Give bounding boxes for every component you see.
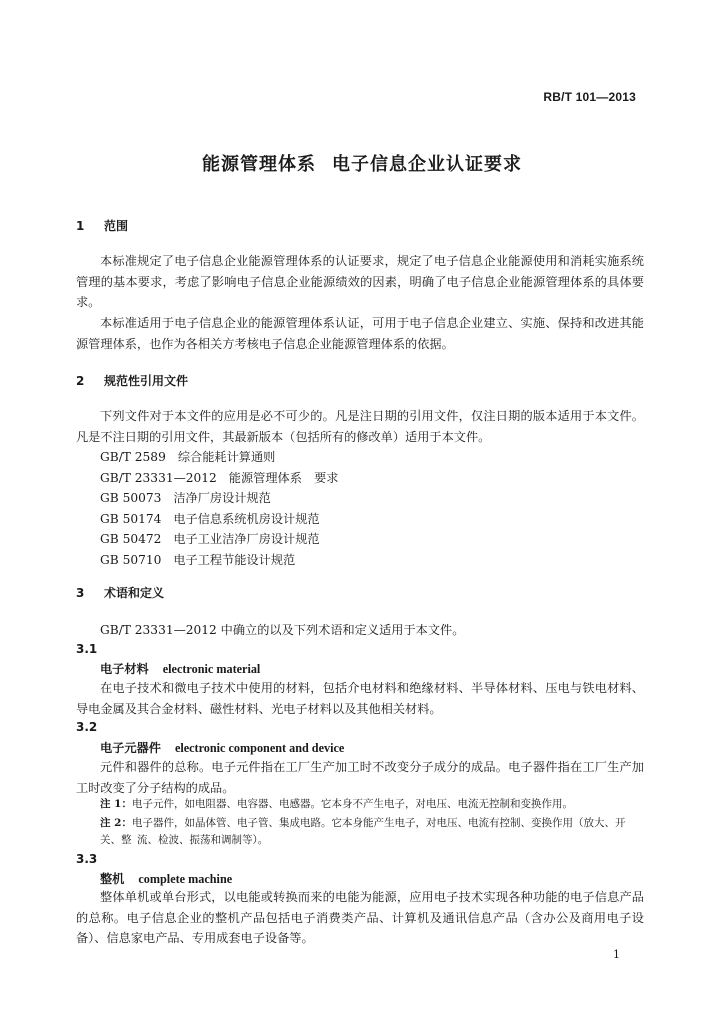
section-2-heading: 2 规范性引用文件	[76, 374, 189, 388]
term-definition: 元件和器件的总称。电子元件指在工厂生产加工时不改变分子成分的成品。电子器件指在工厂生产加工时改变了分子结构的成品。	[76, 760, 644, 795]
clause-number: 3.1	[76, 642, 98, 656]
standard-number: RB/T 101—2013	[543, 90, 636, 104]
section-3-intro: GB/T 23331—2012 中确立的以及下列术语和定义适用于本文件。	[100, 623, 465, 637]
section-2-intro: 下列文件对于本文件的应用是必不可少的。凡是注日期的引用文件，仅注日期的版本适用于本文件。凡是不注日期的引用文件，其最新版本（包括所有的修改单）适用于本文件。	[76, 409, 644, 444]
term-definition: 整体单机或单台形式，以电能或转换而来的电能为能源，应用电子技术实现各种功能的电子信息产品的总称。电子信息企业的整机产品包括电子消费类产品、计算机及通讯信息产品（含办公及商用电子设备）、信息家电产品、专用成套电子设备等。	[76, 890, 644, 945]
term-heading: 电子元器件 electronic component and device	[100, 741, 345, 755]
section-1-paragraph-2: 本标准适用于电子信息企业的能源管理体系认证，可用于电子信息企业建立、实施、保持和改进其能源管理体系，也作为各相关方考核电子信息企业能源管理体系的依据。	[76, 316, 644, 351]
title-part-1: 能源管理体系	[202, 154, 316, 175]
reference-item: GB/T 2589 综合能耗计算通则	[100, 450, 276, 464]
reference-item: GB 50073 洁净厂房设计规范	[100, 491, 271, 505]
note-2-continuation: 流、检波、振荡和调制等）。	[137, 834, 269, 846]
section-1-heading: 1 范围	[76, 219, 129, 233]
section-1-paragraph-1: 本标准规定了电子信息企业能源管理体系的认证要求，规定了电子信息企业能源使用和消耗实施系统管理的基本要求，考虑了影响电子信息企业能源绩效的因素，明确了电子信息企业能源管理体系的具体要求。	[76, 254, 644, 309]
reference-item: GB 50472 电子工业洁净厂房设计规范	[100, 532, 320, 546]
clause-number: 3.2	[76, 720, 98, 734]
document-title	[0, 150, 724, 176]
term-heading: 整机 complete machine	[100, 872, 233, 886]
term-definition: 在电子技术和微电子技术中使用的材料，包括介电材料和绝缘材料、半导体材料、压电与铁电材料、导电金属及其合金材料、磁性材料、光电子材料以及其他相关材料。	[76, 681, 644, 716]
reference-item: GB/T 23331—2012 能源管理体系 要求	[100, 471, 339, 485]
note-2: 注 2：电子器件，如晶体管、电子管、集成电路。它本身能产生电子，对电压、电流有控制、变换作用（放大、开关、整	[100, 817, 626, 846]
page-number: 1	[613, 948, 620, 961]
reference-item: GB 50174 电子信息系统机房设计规范	[100, 512, 320, 526]
note-1: 注 1：电子元件，如电阻器、电容器、电感器。它本身不产生电子，对电压、电流无控制和变换作用。	[100, 798, 573, 810]
reference-item: GB 50710 电子工程节能设计规范	[100, 553, 296, 567]
title-part-2: 电子信息企业认证要求	[332, 154, 522, 175]
term-heading: 电子材料 electronic material	[100, 662, 261, 676]
clause-number: 3.3	[76, 852, 98, 866]
section-3-heading: 3 术语和定义	[76, 586, 165, 600]
